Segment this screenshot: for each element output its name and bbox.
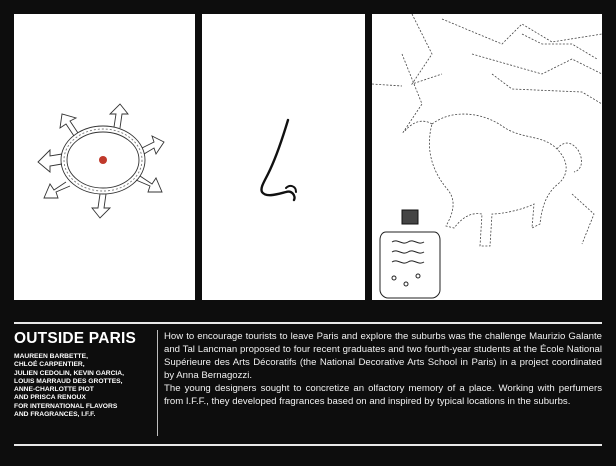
perfume-collage-drawing bbox=[372, 14, 602, 300]
credit-line: CHLOÉ CARPENTIER, bbox=[14, 361, 85, 369]
column-divider bbox=[157, 330, 158, 436]
image-nose bbox=[202, 14, 365, 300]
credit-line: AND PRISCA RENOUX bbox=[14, 394, 86, 402]
top-rule bbox=[14, 322, 602, 324]
credit-line: ANNE-CHARLOTTE PIOT bbox=[14, 386, 94, 394]
red-dot bbox=[99, 156, 107, 164]
article-title: OUTSIDE PARIS bbox=[14, 330, 137, 347]
image-circular-arrows bbox=[14, 14, 195, 300]
credit-line: AND FRAGRANCES, I.F.F. bbox=[14, 411, 96, 419]
body-paragraph: The young designers sought to concretize an olfactory memory of a place. Working with perfumers from I.F.F., they developed fragrances based on and inspired by typical locations in the suburbs. bbox=[164, 382, 602, 407]
circular-arrows-drawing bbox=[14, 14, 195, 300]
article-body bbox=[164, 331, 602, 408]
credit-line: MAUREEN BARBETTE, bbox=[14, 353, 88, 360]
nose-drawing bbox=[202, 14, 365, 300]
credit-line: FOR INTERNATIONAL FLAVORS bbox=[14, 402, 118, 410]
bottom-rule bbox=[14, 444, 602, 446]
credit-line: JULIEN CEDOLIN, KEVIN GARCIA, bbox=[14, 369, 124, 377]
credits-block bbox=[14, 330, 154, 419]
image-perfume-collage bbox=[372, 14, 602, 300]
body-paragraph: How to encourage tourists to leave Paris and explore the suburbs was the challenge Maurizio Galante and Tal Lancman proposed to four recent graduates and two fourth-year students at the École National Supérieure des Arts Décoratifs (the National Decorative Arts School in Paris) in a project coordinated by Anna Bernagozzi. bbox=[164, 331, 602, 381]
credit-line: LOUIS MARRAUD DES GROTTES, bbox=[14, 377, 123, 385]
